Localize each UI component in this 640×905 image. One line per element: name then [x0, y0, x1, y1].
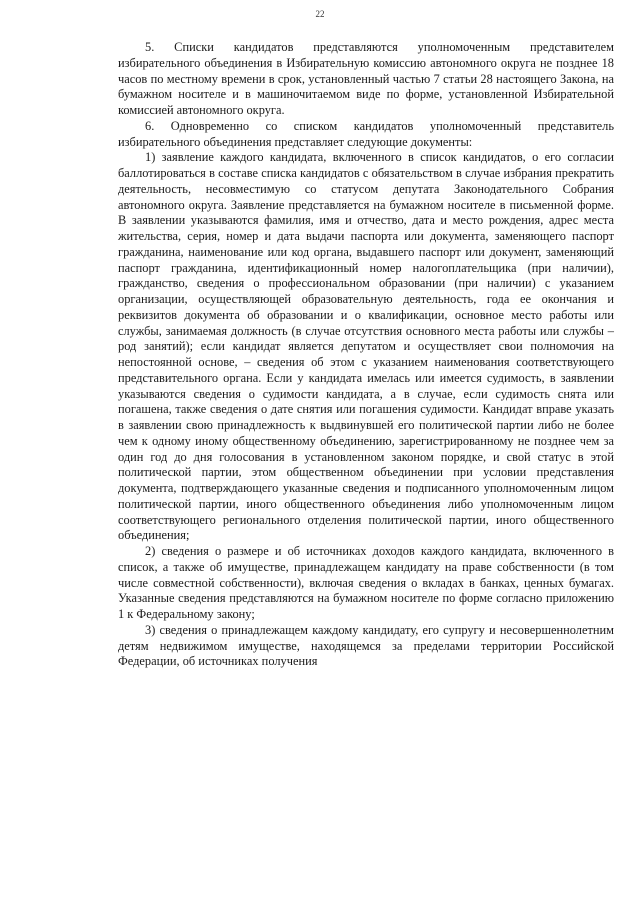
paragraph-6-item-2: 2) сведения о размере и об источниках доходов каждого кандидата, включенного в список, а также об имуществе, принадлежащем кандидату на праве собственности (в том числе совместной собственности), включая сведения о вкладах в банках, ценных бумагах. Указанные сведения представляются на бумажном носителе по форме согласно приложению 1 к Федеральному закону;: [118, 544, 614, 621]
document-body: [118, 40, 614, 670]
paragraph-5: 5. Списки кандидатов представляются уполномоченным представителем избирательного объединения в Избирательную комиссию автономного округа не позднее 18 часов по местному времени в срок, установленный частью 7 статьи 28 настоящего Закона, на бумажном носителе и в машиночитаемом виде по форме, установленной Избирательной комиссией автономного округа.: [118, 40, 614, 117]
paragraph-6-item-3: 3) сведения о принадлежащем каждому кандидату, его супругу и несовершеннолетним детям недвижимом имуществе, находящемся за пределами территории Российской Федерации, об источниках получения: [118, 622, 614, 669]
paragraph-6: 6. Одновременно со списком кандидатов уполномоченный представитель избирательного объединения представляет следующие документы:: [118, 118, 614, 149]
paragraph-6-item-1: 1) заявление каждого кандидата, включенного в список кандидатов, о его согласии баллотироваться в составе списка кандидатов с обязательством в случае избрания прекратить деятельность, несовместимую со статусом депутата Законодательного Собрания автономного округа. Заявление представляется на бумажном носителе в письменной форме. В заявлении указываются фамилия, имя и отчество, дата и место рождения, адрес места жительства, серия, номер и дата выдачи паспорта или документа, заменяющего паспорт гражданина, наименование или код органа, выдавшего паспорт или документ, заменяющий паспорт гражданина, идентификационный номер налогоплательщика (при наличии), гражданство, сведения о профессиональном образовании (при наличии) с указанием организации, осуществляющей образовательную деятельность, года ее окончания и реквизитов документа об образовании и о квалификации, основное место работы или службы, занимаемая должность (в случае отсутствия основного места работы или службы – род занятий); если кандидат является депутатом и осуществляет свои полномочия на непостоянной основе, – сведения об этом с указанием наименования соответствующего представительного органа. Если у кандидата имелась или имеется судимость, в заявлении указываются сведения о судимости кандидата, а в случае, если судимость снята или погашена, также сведения о дате снятия или погашения судимости. Кандидат вправе указать в заявлении свою принадлежность к выдвинувшей его политической партии либо не более чем к одному иному общественному объединению, зарегистрированному не позднее чем за один год до дня голосования в установленном законом порядке, и свой статус в этой политической партии, этом общественном объединении при условии представления документа, подтверждающего указанные сведения и подписанного уполномоченным лицом политической партии, иного общественного объединения либо уполномоченным лицом соответствующего регионального отделения политической партии, иного общественного объединения;: [118, 150, 614, 543]
page-number: 22: [315, 9, 325, 19]
